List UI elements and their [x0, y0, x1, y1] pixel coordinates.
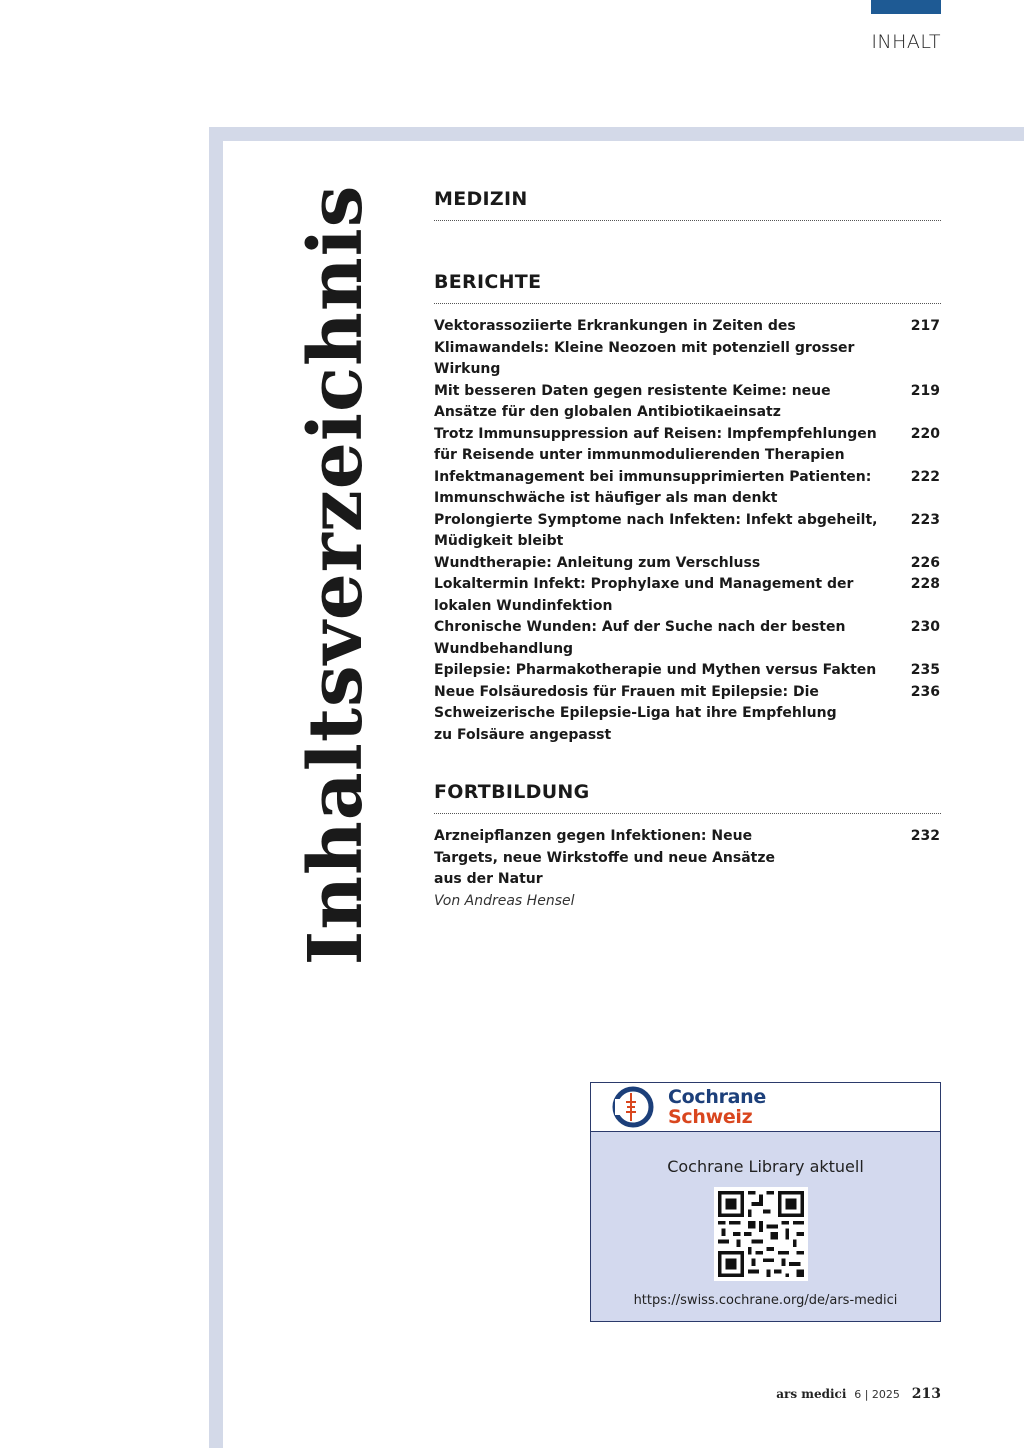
toc-entry-page: 220 [910, 425, 940, 442]
toc-entry-title[interactable]: Arzneipflanzen gegen Infektionen: Neue Targets, neue Wirkstoffe und neue Ansätze aus der Natur [434, 828, 775, 887]
toc-entry-title[interactable]: Lokaltermin Infekt: Prophylaxe und Management der lokalen Wundinfektion [434, 576, 854, 614]
cochrane-subtitle: Cochrane Library aktuell [667, 1157, 864, 1176]
vertical-page-title: Inhaltsverzeichnis [293, 184, 379, 966]
toc-entry[interactable] [434, 574, 941, 617]
toc-entry-page: 236 [910, 683, 940, 700]
section-title-medizin: MEDIZIN [434, 188, 528, 210]
page-frame-left [209, 127, 223, 1448]
toc-entry-page: 222 [910, 468, 940, 485]
toc-entry-page: 235 [910, 662, 940, 678]
toc-entry[interactable] [434, 826, 941, 891]
toc-entry-title[interactable]: Prolongierte Symptome nach Infekten: Infekt abgeheilt, Müdigkeit bleibt [434, 511, 878, 549]
toc-entry-title[interactable]: Trotz Immunsuppression auf Reisen: Impfempfehlungen für Reisende unter immunmodulierenden Therapien [434, 425, 877, 463]
toc-entry[interactable] [434, 467, 941, 510]
dotted-divider [434, 220, 941, 221]
toc-entry-title[interactable]: Chronische Wunden: Auf der Suche nach der besten Wundbehandlung [434, 619, 846, 657]
cochrane-logo-icon [611, 1085, 659, 1129]
section-berichte-header [434, 269, 941, 304]
dotted-divider [434, 813, 941, 814]
qr-code-icon[interactable] [714, 1187, 808, 1281]
toc-entry-title[interactable]: Mit besseren Daten gegen resistente Keime: neue Ansätze für den globalen Antibiotikaeinsatz [434, 382, 831, 420]
cochrane-promo-box [590, 1082, 941, 1322]
toc-entry[interactable] [434, 316, 941, 381]
berichte-toc-list [434, 316, 941, 746]
cochrane-brand-line1: Cochrane [668, 1086, 766, 1108]
toc-entry-page: 228 [910, 576, 940, 592]
footer-journal-name: ars medici [776, 1387, 847, 1401]
toc-entry-page: 226 [910, 554, 940, 571]
page-footer [776, 1386, 941, 1402]
section-fortbildung-header [434, 779, 941, 814]
toc-entry-title[interactable]: Wundtherapie: Anleitung zum Verschluss [434, 554, 761, 571]
cochrane-logo-header [591, 1083, 940, 1132]
section-medizin [434, 186, 941, 221]
dotted-divider [434, 303, 941, 304]
toc-entry-title[interactable]: Neue Folsäuredosis für Frauen mit Epilepsie: Die Schweizerische Epilepsie-Liga hat ihre Empfehlung zu Folsäure angepasst [434, 683, 837, 743]
toc-entry-author: Von Andreas Hensel [434, 892, 575, 909]
toc-entry-page: 223 [910, 511, 940, 528]
toc-entry-page: 219 [910, 382, 940, 399]
toc-entry-title[interactable]: Vektorassoziierte Erkrankungen in Zeiten des Klimawandels: Kleine Neozoen mit potenziell grosser Wirkung [434, 318, 855, 377]
toc-entry-page: 217 [910, 318, 940, 334]
toc-entry[interactable] [434, 553, 941, 575]
fortbildung-toc-list [434, 826, 941, 912]
toc-entry-page: 230 [910, 619, 940, 635]
toc-entry[interactable] [434, 660, 941, 682]
cochrane-brand-line2: Schweiz [668, 1106, 753, 1128]
toc-entry-title[interactable]: Infektmanagement bei immunsupprimierten Patienten: Immunschwäche ist häufiger als man denkt [434, 468, 872, 506]
page-frame-top [209, 127, 1024, 141]
toc-entry[interactable] [434, 510, 941, 553]
section-title-fortbildung: FORTBILDUNG [434, 781, 590, 803]
footer-issue: 6 | 2025 [854, 1388, 900, 1401]
toc-entry-title[interactable]: Epilepsie: Pharmakotherapie und Mythen versus Fakten [434, 662, 877, 678]
toc-entry[interactable] [434, 617, 941, 660]
top-accent-tab [871, 0, 941, 14]
toc-entry[interactable] [434, 424, 941, 467]
section-header-label: INHALT [871, 31, 941, 53]
toc-entry-page: 232 [910, 828, 940, 844]
footer-page-number: 213 [911, 1386, 941, 1402]
cochrane-url-link[interactable]: https://swiss.cochrane.org/de/ars-medici [633, 1293, 898, 1308]
section-title-berichte: BERICHTE [434, 271, 542, 293]
toc-entry[interactable] [434, 682, 941, 747]
toc-entry[interactable] [434, 381, 941, 424]
